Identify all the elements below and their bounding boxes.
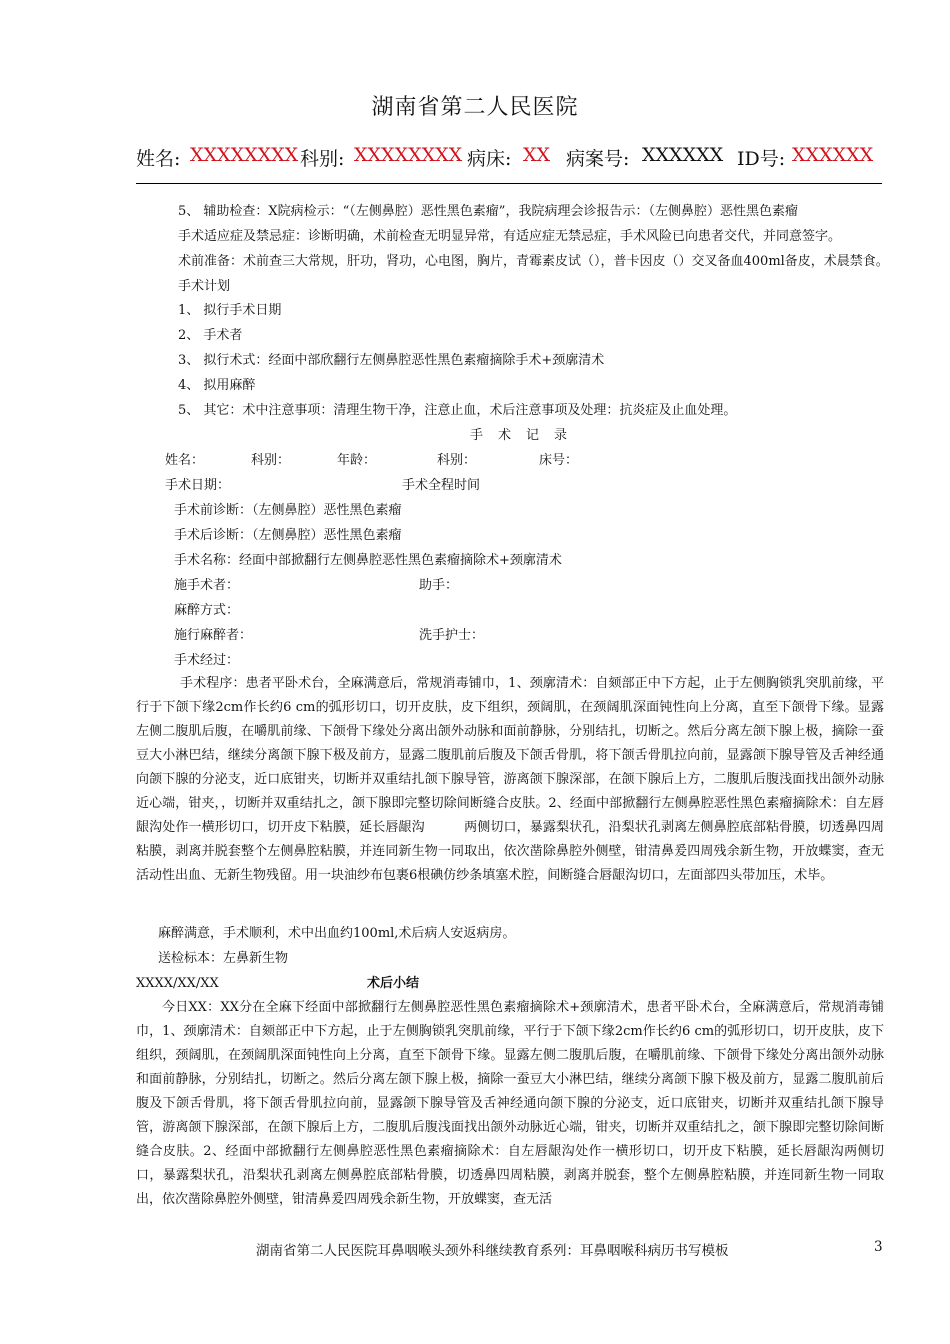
id-label: ID号:: [737, 148, 786, 170]
indications-line: 手术适应症及禁忌症：诊断明确，术前检查无明显异常，有适应症无禁忌症，手术风险已向患者交代，并同意签字。: [178, 229, 842, 244]
field-anesthetist: 施行麻醉者：: [174, 628, 253, 643]
aux-exam-line: 5、 辅助检查：X院病检示：“（左侧鼻腔）恶性黑色素瘤”，我院病理会诊报告示：（左侧鼻腔）恶性黑色素瘤: [178, 204, 798, 219]
field-age: 年龄：: [337, 453, 377, 468]
name-value: XXXXXXXX: [190, 144, 299, 166]
field-op-date: 手术日期：: [165, 478, 231, 493]
field-bed: 床号：: [539, 453, 579, 468]
header-divider: [136, 183, 882, 184]
plan-title: 手术计划: [178, 279, 231, 294]
field-anesthesia-method: 麻醉方式：: [174, 603, 240, 618]
field-course: 手术经过：: [174, 653, 240, 668]
anesthesia-result: 麻醉满意，手术顺利，术中出血约100ml,术后病人安返病房。: [158, 926, 516, 941]
summary-paragraph: 今日XX：XX分在全麻下经面中部掀翻行左侧鼻腔恶性黑色素瘤摘除术+颈廓清术，患者平卧术台，全麻满意后，常规消毒铺巾，1、颈廓清术：自颏部正中下方起，止于左侧胸锁乳突肌前缘，平行于下颌下缘2cm作长约6 cm的弧形切口，切开皮肤，皮下组织，颈阔肌，在颈阔肌深面钝性向上分离，直至下颌骨下缘。显露左侧二腹肌后腹，在嚼肌前缘、下颌骨下缘处分离出颌外动脉和面前静脉，分别结扎，切断之。然后分离左颌下腺上极，摘除一蚕豆大小淋巴结，继续分离颌下腺下极及前方，显露二腹肌前后腹及下颌舌骨肌，将下颌舌骨肌拉向前，显露颌下腺导管及舌神经通向颌下腺的分泌支，近口底钳夹，切断并双重结扎颌下腺导管，游离颌下腺深部，在颌下腺后上方，二腹肌后腹浅面找出颌外动脉近心端，钳夹，切断并双重结扎之，颌下腺即完整切除间断缝合皮肤。2、经面中部掀翻行左侧鼻腔恶性黑色素瘤摘除术：自左唇龈沟处作一横形切口，切开皮下粘膜，延长唇龈沟两侧切口，暴露梨状孔，沿梨状孔剥离左侧鼻腔底部粘骨膜，切透鼻四周粘膜，剥离并脱套，整个左侧鼻腔粘膜，并连同新生物一同取出，依次凿除鼻腔外侧壁，钳清鼻爰四周残余新生物，开放蝶窦，查无活: [136, 1000, 884, 1207]
preop-line: 术前准备：术前查三大常规，肝功，肾功，心电图，胸片，青霉素皮试（），普卡因皮（）交叉备血400ml备皮，术晨禁食。: [178, 254, 889, 269]
plan-item-1: 1、 拟行手术日期: [178, 303, 282, 318]
field-assistant: 助手：: [419, 578, 459, 593]
summary-title: 术后小结: [367, 976, 420, 991]
name-label: 姓名:: [136, 148, 181, 170]
page-number: 3: [874, 1239, 883, 1255]
bed-label: 病床:: [467, 148, 512, 170]
bed-value: XX: [523, 144, 551, 166]
plan-item-3: 3、 拟行术式：经面中部欣翻行左侧鼻腔恶性黑色素瘤摘除手术+颈廓清术: [178, 353, 605, 368]
footer-text: 湖南省第二人民医院耳鼻咽喉头颈外科继续教育系列：耳鼻咽喉科病历书写模板: [256, 1243, 729, 1259]
summary-date: XXXX/XX/XX: [136, 976, 219, 991]
field-surgeon: 施手术者：: [174, 578, 240, 593]
field-name: 姓名：: [165, 453, 205, 468]
pre-op-diagnosis: 手术前诊断：（左侧鼻腔）恶性黑色素瘤: [174, 503, 402, 518]
operation-name: 手术名称：经面中部掀翻行左侧鼻腔恶性黑色素瘤摘除术+颈廓清术: [174, 553, 562, 568]
plan-item-2: 2、 手术者: [178, 328, 243, 343]
plan-item-4: 4、 拟用麻醉: [178, 378, 256, 393]
hospital-title: 湖南省第二人民医院: [371, 95, 579, 120]
post-op-diagnosis: 手术后诊断：（左侧鼻腔）恶性黑色素瘤: [174, 528, 402, 543]
id-value: XXXXXX: [792, 144, 874, 166]
field-scrub-nurse: 洗手护士：: [419, 628, 485, 643]
case-value: XXXXXX: [642, 144, 724, 166]
specimen-line: 送检标本：左鼻新生物: [158, 951, 289, 966]
field-op-duration: 手术全程时间: [402, 478, 481, 493]
plan-item-5: 5、 其它：术中注意事项：清理生物干净，注意止血，术后注意事项及处理：抗炎症及止血处理。: [178, 403, 737, 418]
field-dept-2: 科别：: [437, 453, 477, 468]
case-label: 病案号:: [566, 148, 630, 170]
record-title: 手 术 记 录: [470, 428, 569, 443]
dept-value: XXXXXXXX: [354, 144, 463, 166]
procedure-paragraph: 手术程序：患者平卧术台，全麻满意后，常规消毒铺巾，1、颈廓清术：自颏部正中下方起，止于左侧胸锁乳突肌前缘，平行于下颌下缘2cm作长约6 cm的弧形切口，切开皮肤，皮下组织，颈阔肌，在颈阔肌深面钝性向上分离，直至下颌骨下缘。显露左侧二腹肌后腹，在嚼肌前缘、下颌骨下缘处分离出颌外动脉和面前静脉，分别结扎，切断之。然后分离左颌下腺上极，摘除一蚕豆大小淋巴结，继续分离颌下腺下极及前方，显露二腹肌前后腹及下颌舌骨肌，将下颌舌骨肌拉向前，显露颌下腺导管及舌神经通向颌下腺的分泌支，近口底钳夹，切断并双重结扎颌下腺导管，游离颌下腺深部，在颌下腺后上方，二腹肌后腹浅面找出颌外动脉近心端，钳夹，，切断并双重结扎之，颌下腺即完整切除间断缝合皮肤。2、经面中部掀翻行左侧鼻腔恶性黑色素瘤摘除术：自左唇龈沟处作一横形切口，切开皮下粘膜，延长唇龈沟 两侧切口，暴露梨状孔，沿梨状孔剥离左侧鼻腔底部粘骨膜，切透鼻四周粘膜，剥离并脱套整个左侧鼻腔粘膜，并连同新生物一同取出，依次凿除鼻腔外侧壁，钳清鼻爰四周残余新生物，开放蝶窦，查无活动性出血、无新生物残留。用一块油纱布包裹6根碘仿纱条填塞术腔，间断缝合唇龈沟切口，左面部四头带加压，术毕。: [136, 676, 884, 883]
field-dept: 科别：: [251, 453, 291, 468]
dept-label: 科别:: [300, 148, 345, 170]
